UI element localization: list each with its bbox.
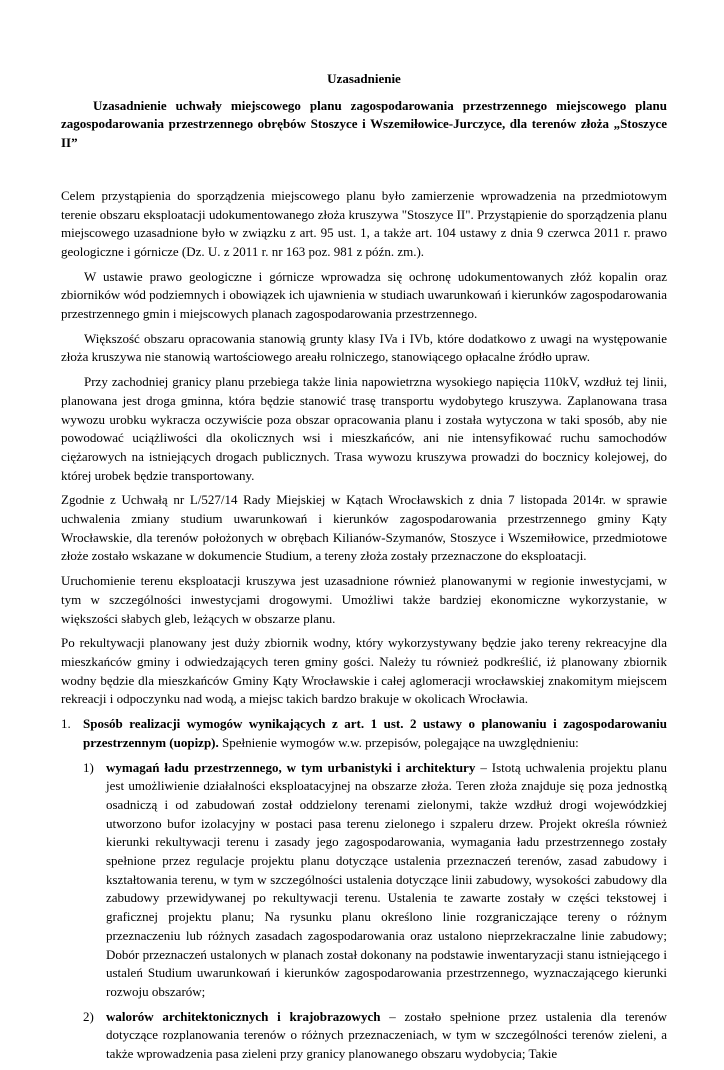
paragraph-5: Zgodnie z Uchwałą nr L/527/14 Rady Miejskiej w Kątach Wrocławskich z dnia 7 listopada 2014r. w sprawie uchwalenia zmiany studium uwarunkowań i kierunków zagospodarowania przestrzennego gminy Kąty Wrocławskie, dla terenów położonych w obrębach Kilianów-Szymanów, Stoszyce i Wszemiłowice, przedmiotowe złoże zostało wskazane w dokumencie Studium, a tereny złoża zostały przeznaczone do eksploatacji. [61,492,667,564]
list-item-1 [61,715,667,752]
paragraph-7: Po rekultywacji planowany jest duży zbiornik wodny, który wykorzystywany będzie jako tereny rekreacyjne dla mieszkańców gminy i odwiedzających teren gminy gości. Należy tu również podkreślić, iż planowany zbiornik wodny będzie dla mieszkańców Gminy Kąty Wrocławskie i całej aglomeracji wrocławskiej znakomitym miejscem rekreacji i odpoczynku nad wodą, a miejsc takich bardzo brakuje w okolicach Wrocławia. [61,635,667,707]
subitem-number: 1) [83,759,94,775]
subitem-heading: walorów architektonicznych i krajobrazowych [106,1008,381,1024]
paragraph-4: Przy zachodniej granicy planu przebiega także linia napowietrzna wysokiego napięcia 110kV, wzdłuż tej linii, planowana jest droga gminna, która będzie stanowić trasę transportu wydobytego kruszywa. Zaplanowana trasa wywozu urobku wykracza oczywiście poza obszar opracowania planu i została wytyczona w taki sposób, aby nie powodować uciążliwości dla okolicznych wsi i mieszkańców, ani nie intensyfikować ruchu samochodów ciężarowych na istniejących drogach publicznych. Trasa wywozu kruszywa prowadzi do bocznicy kolejowej, do której urobek będzie transportowany. [61,374,667,483]
document-title: Uzasadnienie [327,71,401,86]
list-item-text: Spełnienie wymogów w.w. przepisów, polegające na uwzględnieniu: [218,734,579,750]
paragraph-2: W ustawie prawo geologiczne i górnicze wprowadza się ochronę udokumentowanych złóż kopalin oraz zbiorników wód podziemnych i obowiązek ich ujawnienia w studiach uwarunkowań i kierunków zagospodarowania przestrzennego gmin i miejscowych planach zagospodarowania przestrzennego. [61,268,667,322]
list-item-heading: Sposób realizacji wymogów wynikających z art. 1 ust. 2 ustawy o planowaniu i zagospodarowaniu przestrzennym (uopizp). [83,716,667,750]
subitem-number: 2) [83,1008,94,1024]
document-page [61,70,667,1070]
subitem-1 [61,759,667,1002]
subitem-2 [61,1008,667,1064]
subitem-text: – Istotą uchwalenia projektu planu jest umożliwienie działalności eksploatacyjnej na obszarze złoża. Teren złoża znajduje się poza jednostką osadniczą i od zabudowań został oddzielony terenami zielonymi, także wzdłuż drogi wojewódzkiej utworzono bufor izolacyjny w postaci pasa terenu zielonego i szpaleru drzew. Projekt określa również kierunki rekultywacji terenu i zasady jego zagospodarowania, wymagania ładu przestrzennego zostały spełnione przez regulacje projektu planu dotyczące ustalenia przeznaczeń terenów, zasad zabudowy i kształtowania terenu, w tym w szczególności ustalenia dotyczące linii zabudowy, wysokości zabudowy dla zabudowy przewidywanej po rekultywacji terenu. Ustalenia te zawarte zostały w części tekstowej i graficznej projektu planu; Na rysunku planu określono linie rozgraniczające tereny o różnym przeznaczeniu lub różnych zasadach zagospodarowania oraz ustalono nieprzekraczalne linie zabudowy; Dobór przeznaczeń ustalonych w planach został dokonany na podstawie inwentaryzacji stanu istniejącego i ustaleń Studium uwarunkowań i kierunków zagospodarowania przestrzennego, wyznaczającego kierunki rozwoju obszarów; [106,759,667,999]
subitem-heading: wymagań ładu przestrzennego, w tym urbanistyki i architektury [106,759,476,775]
paragraph-6: Uruchomienie terenu eksploatacji kruszywa jest uzasadnione również planowanymi w regionie inwestycjami, w tym w szczególności inwestycjami drogowymi. Umożliwi także bardziej ekonomiczne wykorzystanie, w większości słabych gleb, leżących w obszarze planu. [61,573,667,626]
subitem-text: – zostało spełnione przez ustalenia dla terenów dotyczące rozplanowania terenów o różnych przeznaczeniach, w tym w szczególności terenów zieleni, a także wprowadzenia pasa zieleni przy granicy planowanego obszaru wydobycia; Takie [106,1008,667,1062]
paragraph-1: Celem przystąpienia do sporządzenia miejscowego planu było zamierzenie wprowadzenia na przedmiotowym terenie obszaru eksploatacji udokumentowanego złoża kruszywa "Stoszyce II". Przystąpienie do sporządzenia planu miejscowego uzasadnione było w związku z art. 95 ust. 1, a także art. 104 ustawy z dnia 9 czerwca 2011 r. prawo geologiczne i górnicze (Dz. U. z 2011 r. nr 163 poz. 981 z późn. zm.). [61,187,667,259]
document-subtitle: Uzasadnienie uchwały miejscowego planu zagospodarowania przestrzennego miejscowego planu zagospodarowania przestrzennego obrębów Stoszyce i Wszemiłowice-Jurczyce, dla terenów złoża „Stoszyce II” [61,97,667,151]
paragraph-3: Większość obszaru opracowania stanowią grunty klasy IVa i IVb, które dodatkowo z uwagi na występowanie złoża kruszywa nie stanowią wartościowego areału rolniczego, stanowiącego opłacalne źródło upraw. [61,330,667,365]
list-item-number: 1. [61,716,71,732]
